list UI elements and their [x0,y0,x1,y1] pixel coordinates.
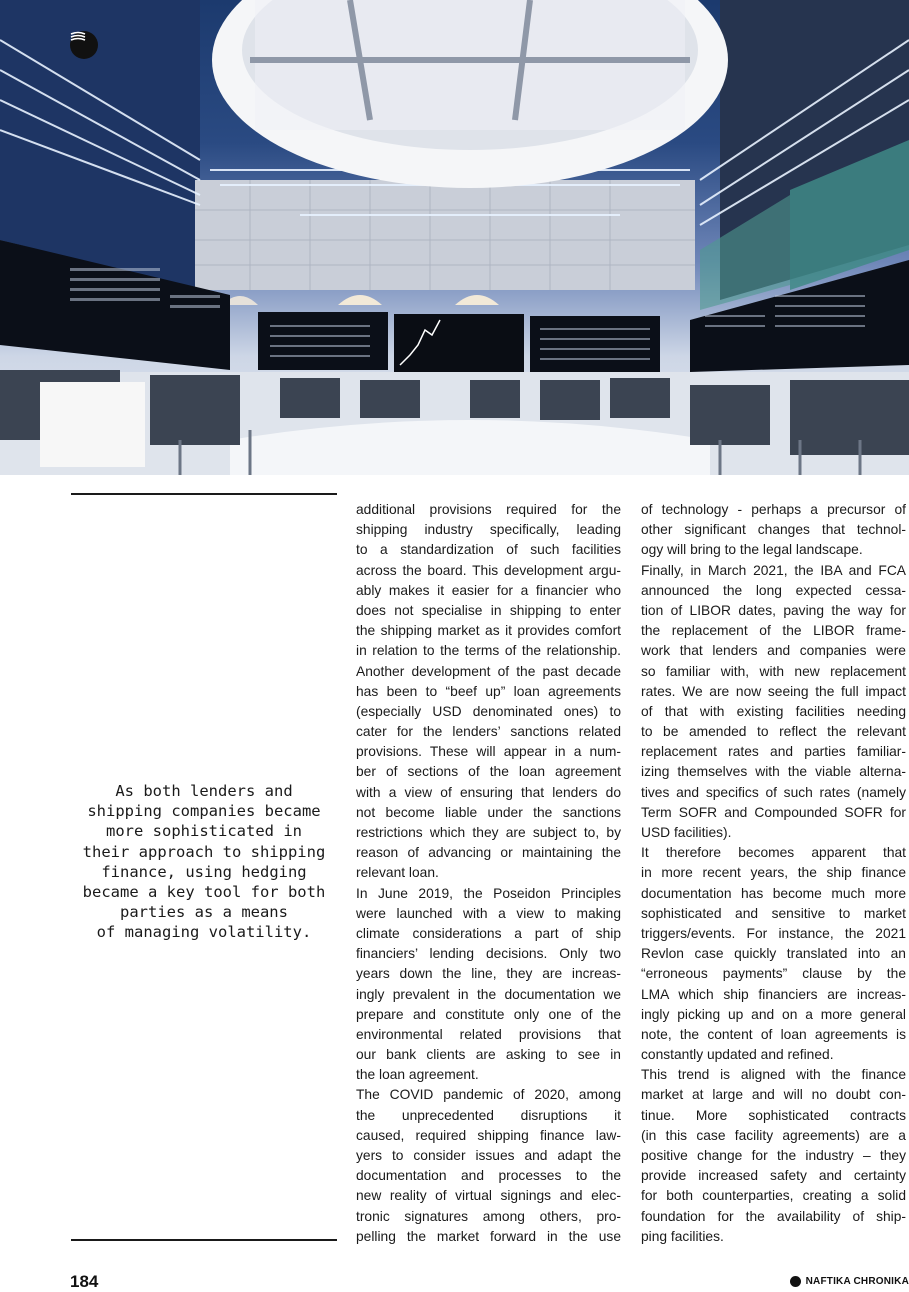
text-line: yers to consider issues and adapt the [356,1148,621,1163]
text-line: tion of LIBOR dates, paving the way for [641,602,906,618]
text-line: (in this case facility agreements) are a [641,1127,906,1143]
text-line: LMA which ship financiers are increas- [641,986,906,1002]
text-line: to be amended to reflect the relevant [641,724,906,740]
text-line: provisions. These will appear in a num- [356,744,621,760]
text-line: for both counterparties, creating a solid [641,1188,906,1204]
text-line: our bank clients are asking to see in [356,1047,621,1063]
text-line: shipping industry specifically, leading [356,522,621,538]
text-line: caused, required shipping finance law- [356,1127,621,1143]
text-line: It therefore becomes apparent that [641,845,906,861]
text-line: environmental related provisions that [356,1026,621,1042]
text-line: the replacement of the LIBOR frame- [641,623,906,639]
text-line: relevant loan. [356,865,439,881]
text-line: ping facilities. [641,1228,724,1244]
text-line: new reality of virtual signings and elec- [356,1188,621,1204]
body-column-1 [356,500,621,1247]
text-line: prepare and constitute only one of the [356,1006,621,1022]
text-line: the loan agreement. [356,1067,479,1083]
pull-quote-line: became a key tool for both [82,883,326,902]
text-line: in more recent years, the ship finance [641,865,906,881]
text-line: In June 2019, the Poseidon Principles [356,885,621,901]
text-line: were launched with a view to making [356,905,621,921]
text-line: replacement rates and parties familiar- [641,744,906,760]
text-line: years down the line, they are increas- [356,966,621,982]
text-line: rates. We are now seeing the full impact [641,683,906,699]
text-line: reason of advancing or maintaining the [356,845,621,861]
text-line: izing themselves with the viable alterna- [641,764,906,780]
text-line: “erroneous payments” clause by the [641,966,906,982]
text-line: of that with existing facilities needing [641,703,906,719]
text-line: documentation and processes to the [356,1168,621,1184]
text-line: tinue. More sophisticated contracts [641,1107,906,1123]
text-line: positive change for the industry – they [641,1148,906,1163]
hero-photo-stock-exchange [0,0,909,475]
text-line: This trend is aligned with the finance [641,1067,906,1083]
pull-quote-line: shipping companies became [87,802,321,821]
text-line: Revlon case quickly translated into an [641,946,906,962]
brand-logo-icon [790,1276,801,1287]
text-line: other significant changes that technol- [641,522,906,538]
text-line: financiers’ lending decisions. Only two [356,946,621,962]
pull-quote-line: finance, using hedging [101,862,307,881]
text-line: Term SOFR and Compounded SOFR for [641,804,906,820]
text-line: note, the content of loan agreements is [641,1026,906,1042]
text-line: to a standardization of such facilities [356,542,621,558]
text-line: tronic signatures among others, pro- [356,1208,621,1224]
text-line: with a view of ensuring that lenders do [356,784,621,800]
text-line: across the board. This development argu- [356,562,621,578]
pull-quote-line: parties as a means [120,903,288,922]
pull-quote-top-rule [71,493,337,495]
pull-quote-line: As both lenders and [115,782,293,800]
trading-floor-illustration [0,0,909,475]
text-line: ably makes it easier for a financier who [356,582,621,598]
text-line: provide increased safety and certainty [641,1168,906,1184]
text-line: constantly updated and refined. [641,1047,834,1063]
text-line: The COVID pandemic of 2020, among [356,1087,621,1103]
text-line: cater for the lenders’ sanctions related [356,724,621,740]
text-line: additional provisions required for the [356,502,621,517]
text-line: restrictions which they are subject to, by [356,825,621,840]
text-line: the unprecedented disruptions it [356,1107,621,1123]
text-line: of technology - perhaps a precursor of [641,502,906,517]
text-line: pelling the market forward in the use [356,1228,621,1244]
brand-name: NAFTIKA CHRONIKA [805,1276,909,1287]
text-line: ingly prevalent in the documentation we [356,986,621,1002]
text-line: Another development of the past decade [356,663,621,679]
text-line: ingly picking up and on a more general [641,1006,906,1022]
page-number: 184 [70,1272,99,1291]
text-line: ber of sections of the loan agreement [356,764,621,780]
text-line: in relation to the terms of the relationship. [356,643,621,659]
text-line: USD facilities). [641,825,732,840]
text-line: announced the long expected cessa- [641,582,906,598]
pull-quote-line: of managing volatility. [96,923,312,942]
text-line: so familiar with, with new replacement [641,663,906,679]
text-line: Finally, in March 2021, the IBA and FCA [641,562,906,578]
text-line: the shipping market as it provides comfort [356,623,621,639]
text-line: does not specialise in shipping to enter [356,602,621,618]
text-line: sophisticated and sensitive to market [641,905,906,921]
text-line: work that lenders and companies were [641,643,906,659]
text-line: ogy will bring to the legal landscape. [641,542,863,558]
body-column-2 [641,500,906,1247]
pull-quote-bottom-rule [71,1239,337,1241]
text-line: climate considerations a part of ship [356,925,621,941]
pull-quote-line: more sophisticated in [106,822,302,841]
text-line: has been to “beef up” loan agreements [356,683,621,699]
text-line: market at large and will no doubt con- [641,1087,906,1103]
text-line: not become liable under the sanctions [356,804,621,820]
text-line: tives and specifics of such rates (namely [641,784,906,800]
text-line: foundation for the availability of ship- [641,1208,906,1224]
text-line: (especially USD denominated ones) to [356,703,621,719]
text-line: documentation has become much more [641,885,906,901]
pull-quote [71,781,337,943]
brand-footer [790,1276,909,1287]
magazine-logo-icon [70,31,98,59]
text-line: triggers/events. For instance, the 2021 [641,925,906,941]
pull-quote-line: their approach to shipping [82,842,326,861]
